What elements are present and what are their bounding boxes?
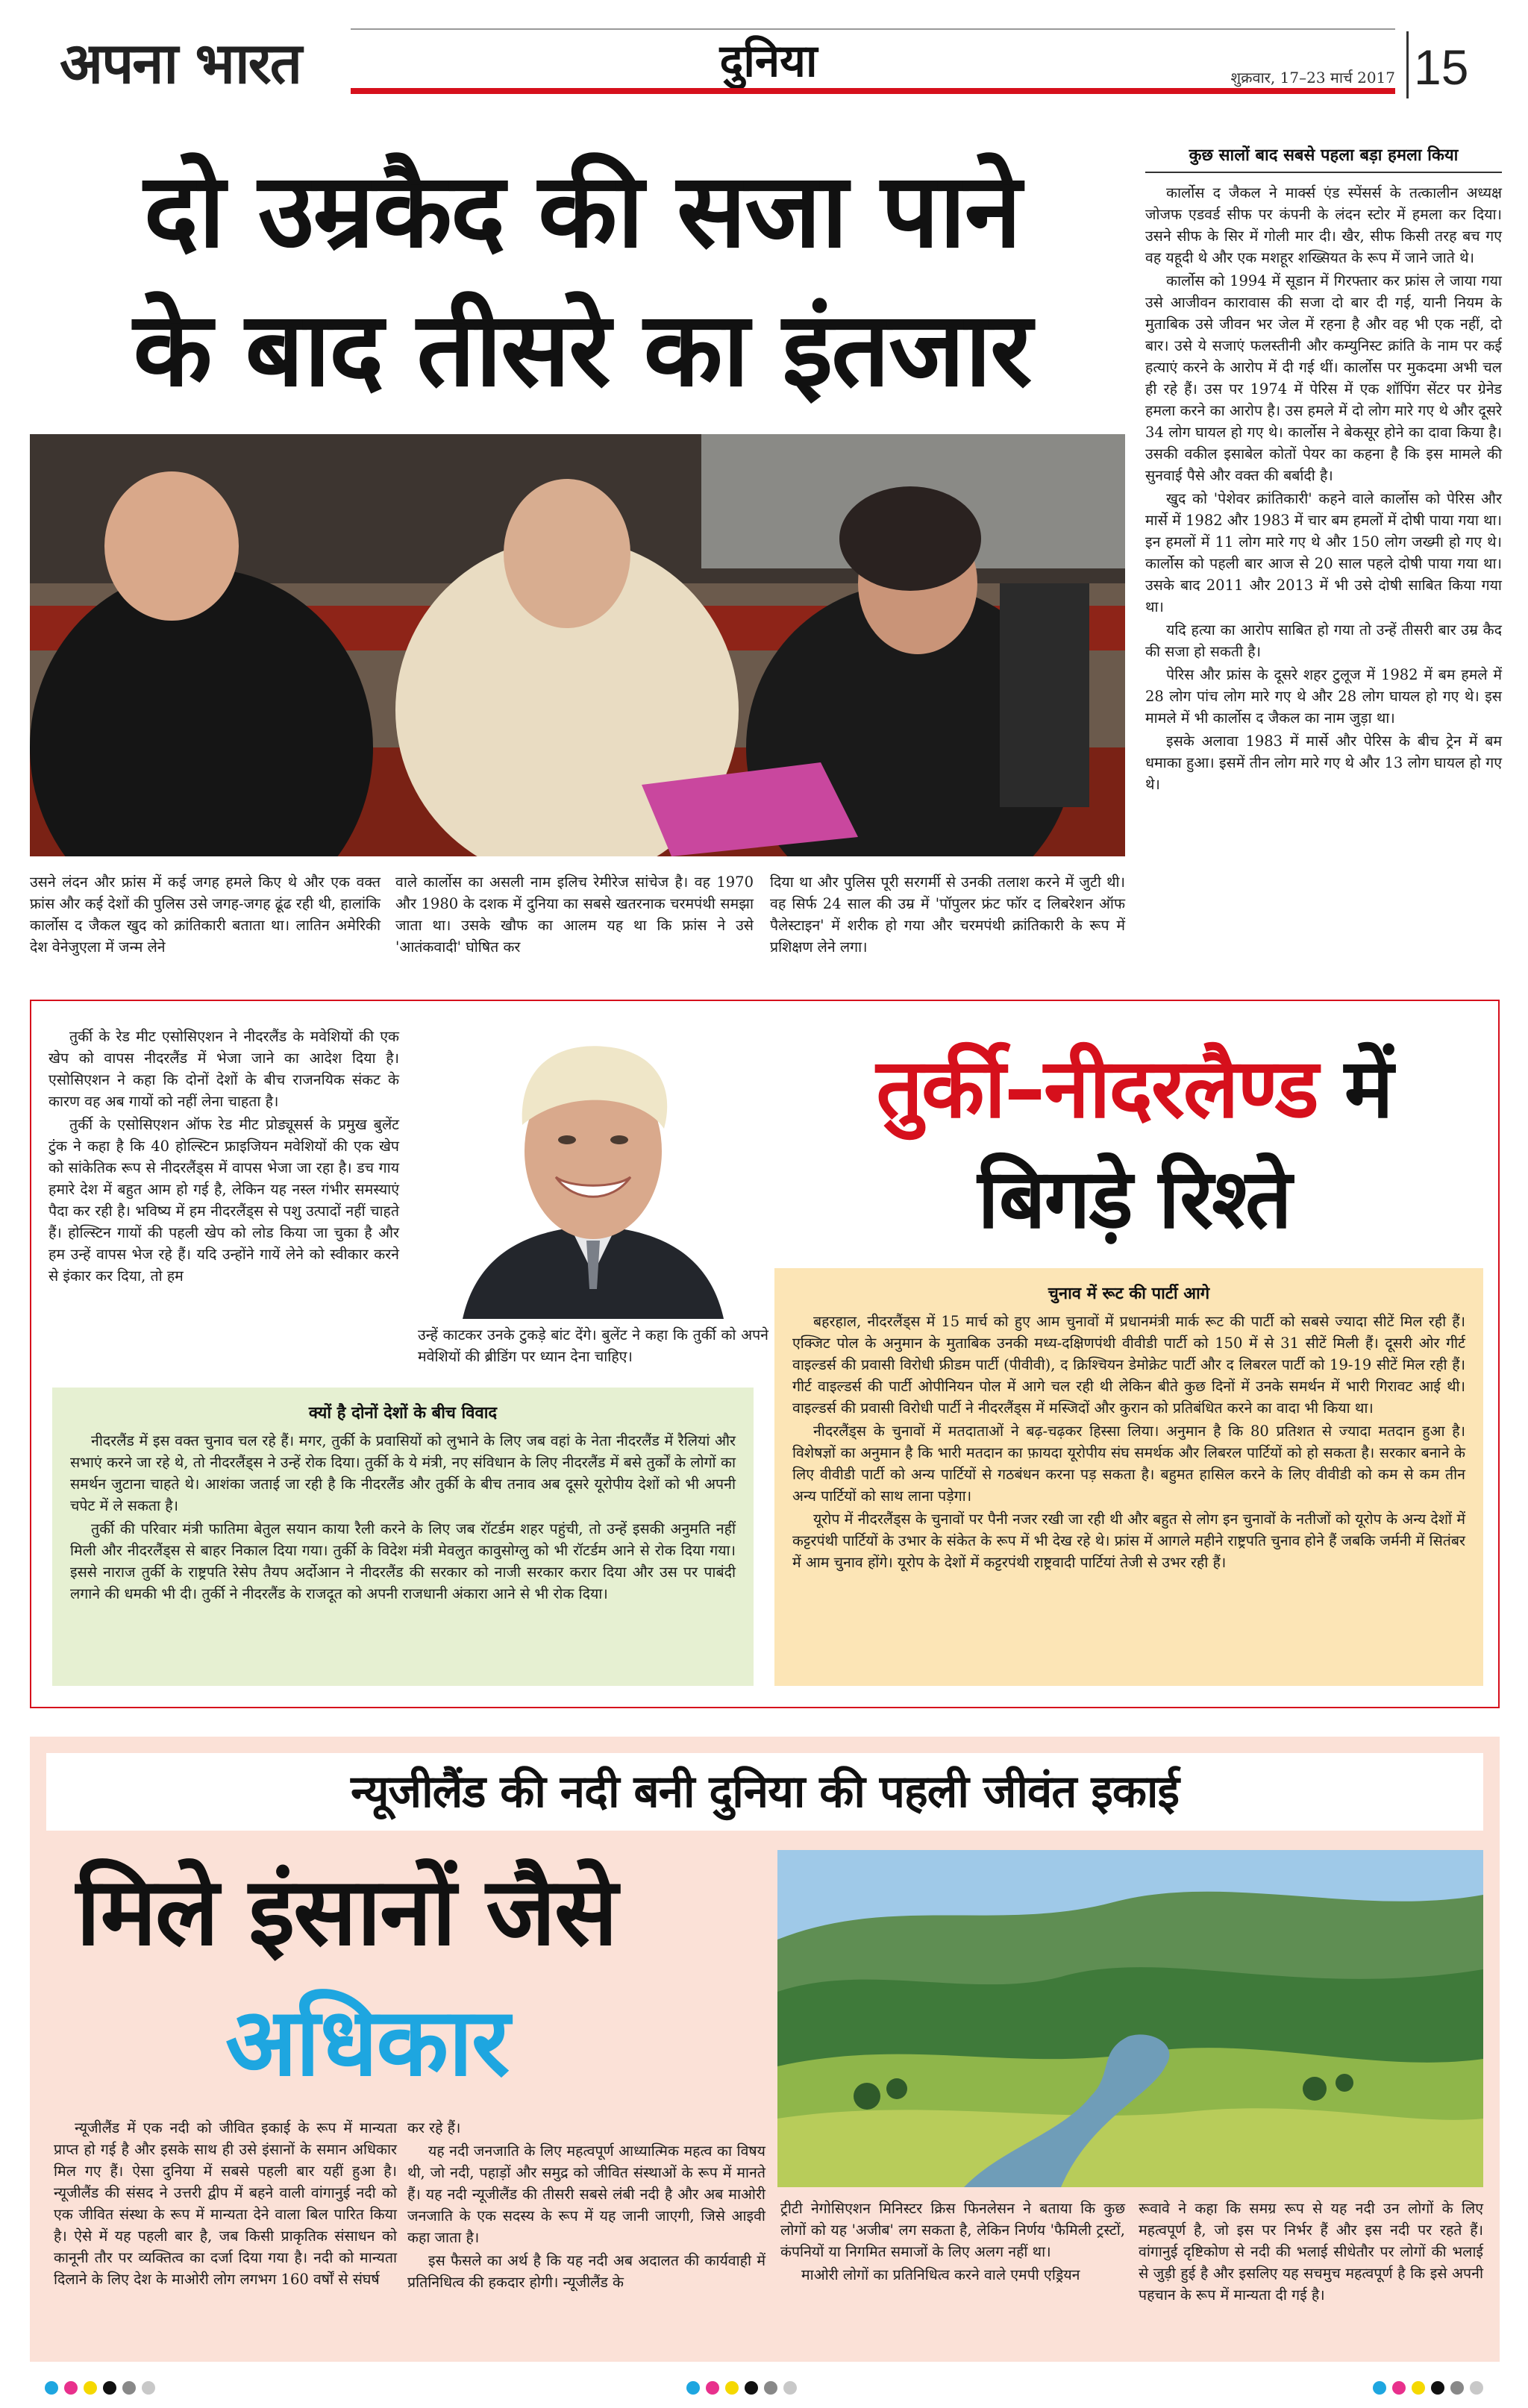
registration-dot-grey [1450, 2381, 1464, 2395]
courtroom-photo-illustration [30, 434, 1125, 856]
story1-side-paragraph: कार्लोस द जैकल ने मार्क्स एंड स्पेंसर्स के तत्कालीन अध्यक्ष जोजफ एडवर्ड सीफ पर कंपनी के लंदन स्टोर में हमला कर दिया। उसने सीफ के सिर में गोली मार दी। खैर, सीफ किसी तरह बच गए वह यहूदी थे और एक मशहूर शख्सियत के रूप में जाने जाते थे। [1145, 184, 1502, 266]
registration-dot-yellow [725, 2381, 739, 2395]
story2-column-1 [48, 1026, 399, 1288]
story1-side-paragraph: पेरिस और फ्रांस के दूसरे शहर टुलूज में 1982 में बम हमले में 28 लोग पांच लोग मारे गए थे और 28 लोग घायल हो गए थे। इस मामले में भी कार्लोस द जैकल का नाम जुड़ा था। [1145, 666, 1502, 727]
registration-dot-yellow [1412, 2381, 1425, 2395]
story2-column-2 [418, 1324, 768, 1369]
dispute-box-heading: क्यों है दोनों देशों के बीच विवाद [308, 1404, 498, 1423]
story3-col3-paragraph: ट्रीटी नेगोसिएशन मिनिस्टर क्रिस फिनलेसन ने बताया कि कुछ लोगों को यह 'अजीब' लग सकता है, लेकिन निर्णय 'फैमिली ट्रस्टों, कंपनियों या निगमित समाजों के लिए अलग नहीं था। [780, 2200, 1125, 2260]
story3-column-2 [407, 2117, 765, 2295]
story1-col2-text: वाले कार्लोस का असली नाम इलिच रेमीरेज सांचेज है। वह 1970 और 1980 के दशक में दुनिया का सबसे खतरनाक चरमपंथी समझा जाता था। उसके खौफ का आलम यह था कि फ्रांस ने उसे 'आतंकवादी' घोषित कर [395, 874, 754, 956]
story1-col3-text: दिया था और पुलिस पूरी सरगर्मी से उनकी तलाश करने में जुटी थी। वह सिर्फ 24 साल की उम्र में 'पॉपुलर फ्रंट फॉर द लिबरेशन ऑफ पैलेस्टाइन' में शरीक हो गया और चरमपंथी क्रांतिकारी के रूप में प्रशिक्षण लेने लगा। [770, 874, 1125, 956]
section-title: दुनिया [719, 35, 818, 87]
story1-headline-line1: दो उम्रकैद की सजा पाने [143, 151, 1021, 271]
story3-column-1 [54, 2117, 397, 2292]
story1-courtroom-photo [30, 434, 1125, 856]
story1-side-rule [1145, 172, 1502, 173]
story2-election-box [774, 1268, 1483, 1686]
election-box-paragraph: नीदरलैंड्स के चुनावों में मतदाताओं ने बढ़-चढ़कर हिस्सा लिया। अनुमान है कि 80 प्रतिशत से ज्यादा मतदान हुआ है। विशेषज्ञों का अनुमान है कि भारी मतदान का फ़ायदा यूरोपीय संघ समर्थक और लिबरल पार्टियों को हो सकता है। सरकार बनाने के लिए वीवीडी पार्टी को अन्य पार्टियों से गठबंधन करना पड़ सकता है। बहुमत हासिल करने के लिए वीवीडी को कम से कम तीन अन्य पार्टियों को साथ लाना पड़ेगा। [792, 1423, 1465, 1505]
story3-col2-paragraph: कर रहे हैं। [407, 2119, 461, 2136]
page-number-divider [1406, 31, 1409, 98]
registration-dot-lightgrey [783, 2381, 797, 2395]
election-box-paragraph: बहरहाल, नीदरलैंड्स में 15 मार्च को हुए आम चुनावों में प्रधानमंत्री मार्क रूट की पार्टी को सबसे ज्यादा सीटें मिल रही हैं। एक्जिट पोल के अनुमान के मुताबिक उनकी मध्य-दक्षिणपंथी वीवीडी पार्टी को 150 में से 31 सीटें मिली हैं। दूसरी ओर गीर्ट वाइल्डर्स की प्रवासी विरोधी फ्रीडम पार्टी (पीवीवी), द क्रिश्चियन डेमोक्रेट पार्टी और द लिबरल पार्टी को 19-19 सीटें मिल रही हैं। गीर्ट वाइल्डर्स की पार्टी ओपीनियन पोल में आगे चल रही थी लेकिन बीते कुछ दिनों में उनके समर्थन में भारी गिरावट आई थी। वाइल्डर्स की प्रवासी विरोधी पार्टी ने नीदरलैंड्स में मस्जिदों और कुरान को प्रतिबंधित करने का वादा भी किया था। [792, 1313, 1465, 1417]
river-landscape-illustration [777, 1850, 1483, 2187]
election-box-heading: चुनाव में रूट की पार्टी आगे [1048, 1285, 1210, 1303]
story3-headline [46, 1846, 777, 2115]
registration-dot-yellow [84, 2381, 97, 2395]
dispute-box-paragraph: नीदरलैंड में इस वक्त चुनाव चल रहे हैं। मगर, तुर्की के प्रवासियों को लुभाने के लिए जब वहां के नेता नीदरलैंड में रैलियां और सभाएं करने जा रहे थे, तो नीदरलैंड्स ने उन्हें रोक दिया। तुर्की के ये मंत्री, नए संविधान के लिए नीदरलैंड में बसे तुर्कों के लोगों का समर्थन जुटाना चाहते थे। आशंका जताई जा रही है कि नीदरलैंड और तुर्की के बीच तनाव अब दूसरे यूरोपीय देशों को भी अपनी चपेट में ले सकता है। [70, 1432, 736, 1514]
story3-col1-text: न्यूजीलैंड में एक नदी को जीवित इकाई के रूप में मान्यता प्राप्त हो गई है और इसके साथ ही उसे इंसानों के समान अधिकार मिल गए हैं। ऐसा दुनिया में सबसे पहली बार यहीं हुआ है। न्यूजीलैंड की संसद ने उत्तरी द्वीप में बहने वाली वांगानुई नदी को एक जीवित संस्था के रूप में मान्यता देने वाला बिल पारित किया है। ऐसे में यह पहली बार है, जब किसी प्राकृतिक संसाधन को कानूनी तौर पर व्यक्तित्व का दर्जा दिया गया है। नदी को मान्यता दिलाने के लिए देश के माओरी लोग लगभग 160 वर्षों से संघर्ष [54, 2119, 397, 2288]
story1-side-paragraph: यदि हत्या का आरोप साबित हो गया तो उन्हें तीसरी बार उम्र कैद की सजा हो सकती है। [1145, 621, 1502, 660]
story3-headline-line1: मिले इंसानों जैसे [76, 1857, 617, 1966]
story1-col1-text: उसने लंदन और फ्रांस में कई जगह हमले किए थे और एक वक्त फ्रांस और कई देशों की पुलिस उसे जगह-जगह ढूंढ रही थी, हालांकि कार्लोस द जैकल खुद को क्रांतिकारी बताता था। लातिन अमेरिकी देश वेनेजुएला में जन्म लेने [30, 874, 381, 956]
page-number: 15 [1414, 40, 1469, 95]
registration-dot-magenta [706, 2381, 719, 2395]
registration-dot-black [745, 2381, 758, 2395]
story2-col1-paragraph: तुर्की के एसोसिएशन ऑफ रेड मीट प्रोड्यूसर्स के प्रमुख बुलेंट टुंक ने कहा है कि 40 होल्स्टिन फ्राइजियन मवेशियों की एक खेप को सांकेतिक रूप से नीदरलैंड्स में वापस भेजा जा रहा है। डच गाय हमारे देश में बहुत आम हो गई है, लेकिन यह नस्ल गंभीर समस्याएं पैदा कर रही है। भविष्य में हम नीदरलैंड्स से पशु उत्पादों नहीं चाहते हैं। होल्स्टिन गायों की पहली खेप को लोड किया जा चुका है और हम उन्हें वापस भेज रहे हैं। यदि उन्होंने गायें लेने को स्वीकार करने से इंकार कर दिया, तो हम [48, 1116, 399, 1285]
portrait-photo-illustration [418, 1028, 768, 1319]
registration-dot-lightgrey [1470, 2381, 1483, 2395]
story3-column-4 [1139, 2198, 1483, 2307]
masthead-red-rule [351, 88, 1395, 94]
story1-side-paragraph: कार्लोस को 1994 में सूडान में गिरफ्तार कर फ्रांस ले जाया गया उसे आजीवन कारावास की सजा दो बार दी गई, यानी नियम के मुताबिक उसे जीवन भर जेल में रहना है और वह भी एक नहीं, दो बार। उसे ये सजाएं फलस्तीनी और कम्युनिस्ट क्रांति के नाम पर कई हत्याएं करने के आरोप में दी गई थीं। कार्लोस पर मुकदमा अभी चल ही रहे हैं। उस पर 1974 में पेरिस में एक शॉपिंग सेंटर पर ग्रेनेड हमला करने का आरोप है। उस हमले में दो लोग मारे गए थे और दूसरे 34 लोग घायल हो गए थे। कार्लोस ने बेकसूर होने का दावा किया है। उसकी वकील इसाबेल कोतों पेयर का कहना है कि इस मामले की सुनवाई पैसे और वक्त की बर्बादी है। [1145, 272, 1502, 484]
registration-dot-cyan [686, 2381, 700, 2395]
registration-dot-magenta [64, 2381, 78, 2395]
issue-date: शुक्रवार, 17–23 मार्च 2017 [1230, 69, 1395, 87]
story1-side-paragraph: खुद को 'पेशेवर क्रांतिकारी' कहने वाले कार्लोस को पेरिस और मार्से में 1982 और 1983 में चार बम हमलों में दोषी पाया गया था। इन हमलों में 11 लोग मारे गए थे और 150 लोग जख्मी हो गए थे। कार्लोस को पहली बार आज से 20 साल पहले दोषी पाया गया था। उसके बाद 2011 और 2013 में भी उसे दोषी साबित किया गया था। [1145, 490, 1502, 615]
story3-col4-text: रूवावे ने कहा कि समग्र रूप से यह नदी उन लोगों के लिए महत्वपूर्ण है, जो इस पर निर्भर हैं और इस नदी पर रहते हैं। वांगानुई दृष्टिकोण से नदी की भलाई सीधेतौर पर लोगों की भलाई से जुड़ी हुई है और इसलिए यह सचमुच महत्वपूर्ण है कि इसे अपनी पहचान के रूप में मान्यता दी गई है। [1139, 2200, 1483, 2304]
story1-column-2 [395, 871, 754, 959]
story3-headline-line2: अधिकार [225, 1987, 509, 2097]
story1-side-paragraph: इसके अलावा 1983 में मार्से और पेरिस के बीच ट्रेन में बम धमाका हुआ। इसमें तीन लोग मारे गए थे और 13 लोग घायल हो गए थे। [1145, 733, 1502, 793]
registration-dot-cyan [45, 2381, 58, 2395]
story1-column-3 [770, 871, 1125, 959]
registration-dot-cyan [1373, 2381, 1386, 2395]
story3-river-landscape-photo [777, 1850, 1483, 2187]
story1-side-column [1145, 182, 1502, 797]
story3-col2-paragraph: यह नदी जनजाति के लिए महत्वपूर्ण आध्यात्मिक महत्व का विषय थी, जो नदी, पहाड़ों और समुद्र को जीवित संस्थाओं के रूप में मानते हैं। यह नदी न्यूजीलैंड की तीसरी सबसे लंबी नदी है और अब माओरी जनजाति के एक सदस्य के रूप में यह जानी जाएगी, जिसे आइवी कहा जाता है। [407, 2142, 765, 2246]
story2-headline [783, 1033, 1485, 1279]
election-box-paragraph: यूरोप में नीदरलैंड्स के चुनावों पर पैनी नजर रखी जा रही थी और बहुत से लोग इन चुनावों के नतीजों को यूरोप के अन्य देशों में कट्टरपंथी पार्टियों के उभार के संकेत के रूप में भी देख रहे थे। फ्रांस में आगले महीने राष्ट्रपति चुनाव होने हैं जबकि जर्मनी में सितंबर में आम चुनाव होंगे। यूरोप के देशों में कट्टरपंथी राष्ट्रवादी पार्टियां तेजी से उभर रही हैं। [792, 1511, 1465, 1571]
masthead-logo: अपना भारत [60, 30, 301, 96]
story1-headline [30, 142, 1134, 425]
registration-dot-magenta [1392, 2381, 1406, 2395]
story1-headline-line2: के बाद तीसरे का इंतजार [133, 289, 1031, 410]
registration-dot-grey [764, 2381, 777, 2395]
story2-col1-paragraph: तुर्की के रेड मीट एसोसिएशन ने नीदरलैंड के मवेशियों की एक खेप को वापस नीदरलैंड में भेजा जाने का आदेश दिया है। एसोसिएशन ने कहा कि दोनों देशों के बीच राजनयिक संकट के कारण वह अब गायों को नहीं लेना चाहता है। [48, 1028, 399, 1110]
story3-col3-paragraph: माओरी लोगों का प्रतिनिधित्व करने वाले एमपी एड्रियन [801, 2266, 1080, 2283]
registration-dot-lightgrey [142, 2381, 155, 2395]
story2-portrait-photo [418, 1028, 768, 1319]
story1-side-heading: कुछ सालों बाद सबसे पहला बड़ा हमला किया [1189, 146, 1459, 165]
story2-col2-text: उन्हें काटकर उनके टुकड़े बांट देंगे। बुलेंट ने कहा कि तुर्की को अपने मवेशियों की ब्रीडिंग पर ध्यान देना चाहिए। [418, 1326, 768, 1365]
registration-dot-grey [122, 2381, 136, 2395]
story2-headline-black-end: में [1344, 1041, 1392, 1136]
registration-dot-black [1431, 2381, 1444, 2395]
dispute-box-paragraph: तुर्की की परिवार मंत्री फातिमा बेतुल सयान काया रैली करने के लिए जब रॉटर्डम शहर पहुंची, तो उन्हें इसकी अनुमति नहीं मिली और नीदरलैंड्स से बाहर निकाल दिया गया। तुर्की के विदेश मंत्री मेवलुत कावुसोग्लु को भी रॉटर्डम आने से रोक दिया गया। इससे नाराज तुर्की के राष्ट्रपति रेसेप तैयप अर्दोआन ने नीदरलैंड की सरकार को नाजी सरकार करार दिया और उस पर पाबंदी लगाने की धमकी भी दी। तुर्की ने नीदरलैंड के राजदूत को अपनी राजधानी अंकारा आने से भी रोक दिया। [70, 1520, 736, 1602]
masthead-top-rule [351, 28, 1395, 30]
registration-dot-black [103, 2381, 116, 2395]
story2-headline-line2: बिगड़े रिश्ते [977, 1151, 1291, 1247]
story3-col2-paragraph: इस फैसले का अर्थ है कि यह नदी अब अदालत की कार्यवाही में प्रतिनिधित्व की हकदार होगी। न्यूजीलैंड के [407, 2252, 765, 2291]
story3-column-3 [780, 2198, 1125, 2287]
story2-headline-red: तुर्की–नीदरलैण्ड [876, 1041, 1318, 1136]
story2-dispute-box [52, 1388, 754, 1686]
story1-column-1 [30, 871, 381, 959]
story3-kicker: न्यूजीलैंड की नदी बनी दुनिया की पहली जीवंत इकाई [351, 1766, 1179, 1818]
story2-headline-line1 [783, 1033, 1485, 1144]
